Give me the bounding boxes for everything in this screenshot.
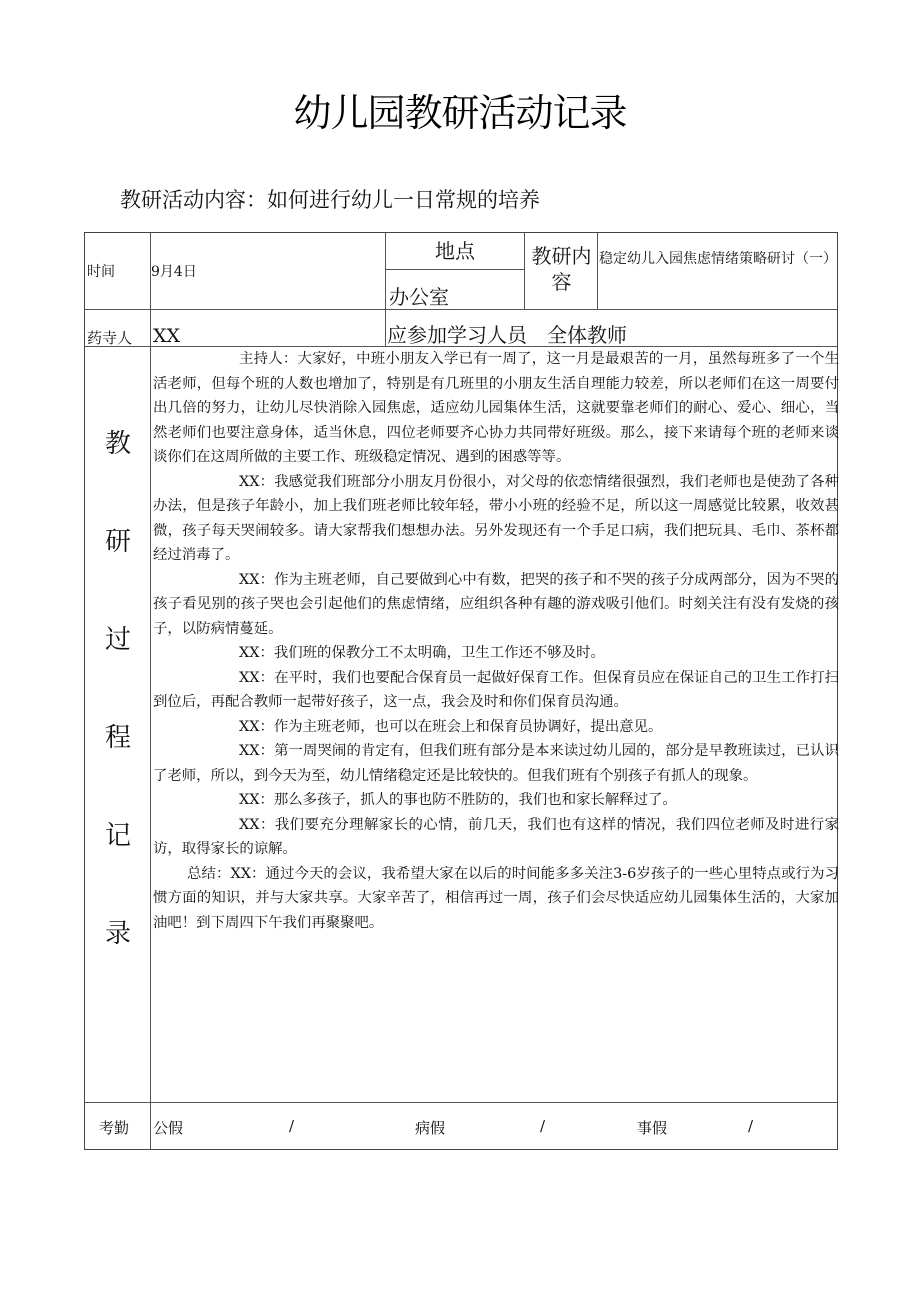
attendance-sick-leave-value: / xyxy=(540,1117,546,1135)
record-paragraph: XX：那么多孩子，抓人的事也防不胜防的，我们也和家长解释过了。 xyxy=(239,792,677,808)
attendance-public-leave-value: / xyxy=(289,1117,295,1135)
record-label-char: 过 xyxy=(104,625,131,655)
attendance-personal-leave-value: / xyxy=(748,1117,754,1135)
record-paragraph: 主持人：大家好，中班小朋友入学已有一周了，这一月是最艰苦的一月，虽然每班多了一个生活老师，但每个班的人数也增加了，特别是有几班里的小朋友生活自理能力较差，所以老师们在这一周要付出几倍的努力，让幼儿尽快消除入园焦虑，适应幼儿园集体生活，这就要靠老师们的耐心、爱心、细心，当然老师们也要注意身体，适当休息，四位老师要齐心协力共同带好班级。那么，接下来请每个班的老师来谈谈你们在这周所做的主要工作、班级稳定情况、遇到的困惑等等。 xyxy=(153,351,839,465)
record-table xyxy=(84,232,838,1150)
topic-value: 稳定幼儿入园焦虑情绪策略研讨（一） xyxy=(599,251,837,267)
document-subtitle: 教研活动内容：如何进行幼儿一日常规的培养 xyxy=(120,188,540,212)
attendees xyxy=(387,319,627,348)
location-value: 办公室 xyxy=(389,285,449,309)
record-paragraph: XX：我们班的保教分工不太明确，卫生工作还不够及时。 xyxy=(239,645,605,661)
record-paragraph: XX：作为主班老师，也可以在班会上和保育员协调好，提出意见。 xyxy=(239,718,663,735)
host-value: XX xyxy=(153,325,181,347)
record-content xyxy=(151,347,839,935)
record-label-char: 录 xyxy=(104,919,131,949)
record-paragraph: XX：第一周哭闹的肯定有，但我们班有部分是本来读过幼儿园的，部分是早教班读过，已认识了老师，所以，到今天为至，幼儿情绪稳定还是比较快的。但我们班有个别孩子有抓人的现象。 xyxy=(153,743,839,784)
attendees-label: 应参加学习人员 xyxy=(387,323,527,347)
row-divider xyxy=(85,309,837,310)
record-paragraph: XX：作为主班老师，自己要做到心中有数，把哭的孩子和不哭的孩子分成两部分，因为不哭的孩子看见别的孩子哭也会引起他们的焦虑情绪，应组织各种有趣的游戏吸引他们。时刻关注有没有发烧的孩子，以防病情蔓延。 xyxy=(153,571,839,637)
record-paragraph: XX：在平时，我们也要配合保育员一起做好保育工作。但保育员应在保证自己的卫生工作打扫到位后，再配合教师一起带好孩子，这一点，我会及时和你们保育员沟通。 xyxy=(153,669,839,710)
record-side-label xyxy=(85,429,151,1017)
record-label-char: 程 xyxy=(104,723,131,753)
attendance-label: 考勤 xyxy=(99,1119,130,1137)
attendees-value: 全体教师 xyxy=(547,323,627,347)
record-paragraph: XX：我们要充分理解家长的心情，前几天，我们也有这样的情况，我们四位老师及时进行家访，取得家长的谅解。 xyxy=(153,816,839,857)
time-label: 时间 xyxy=(87,264,115,280)
record-label-char: 研 xyxy=(104,527,131,557)
record-paragraph: 总结：XX：通过今天的会议，我希望大家在以后的时间能多多关注3-6岁孩子的一些心里特点或行为习惯方面的知识，并与大家共享。大家辛苦了，相信再过一周，孩子们会尽快适应幼儿园集体生活的，大家加油吧！到下周四下午我们再聚聚吧。 xyxy=(153,865,839,931)
date-value: 9月4日 xyxy=(151,264,197,280)
row-divider xyxy=(85,1102,837,1103)
attendance-personal-leave-label: 事假 xyxy=(637,1119,668,1137)
document-title: 幼儿园教研活动记录 xyxy=(293,91,627,135)
location-label: 地点 xyxy=(435,239,475,263)
location-divider xyxy=(386,269,525,270)
record-label-char: 教 xyxy=(104,429,131,459)
attendance-public-leave-label: 公假 xyxy=(153,1119,184,1137)
record-paragraph: XX：我感觉我们班部分小朋友月份很小，对父母的依恋情绪很强烈，我们老师也是使劲了各种办法，但是孩子年龄小，加上我们班老师比较年轻，带小小班的经验不足，所以这一周感觉比较累，收效甚微，孩子每天哭闹较多。请大家帮我们想想办法。另外发现还有一个手足口病，我们把玩具、毛巾、茶杯都经过消毒了。 xyxy=(153,473,839,563)
topic-label: 教研内容 xyxy=(531,244,592,294)
record-label-char: 记 xyxy=(104,821,131,851)
host-label: 药寺人 xyxy=(87,329,133,347)
attendance-sick-leave-label: 病假 xyxy=(415,1119,446,1137)
